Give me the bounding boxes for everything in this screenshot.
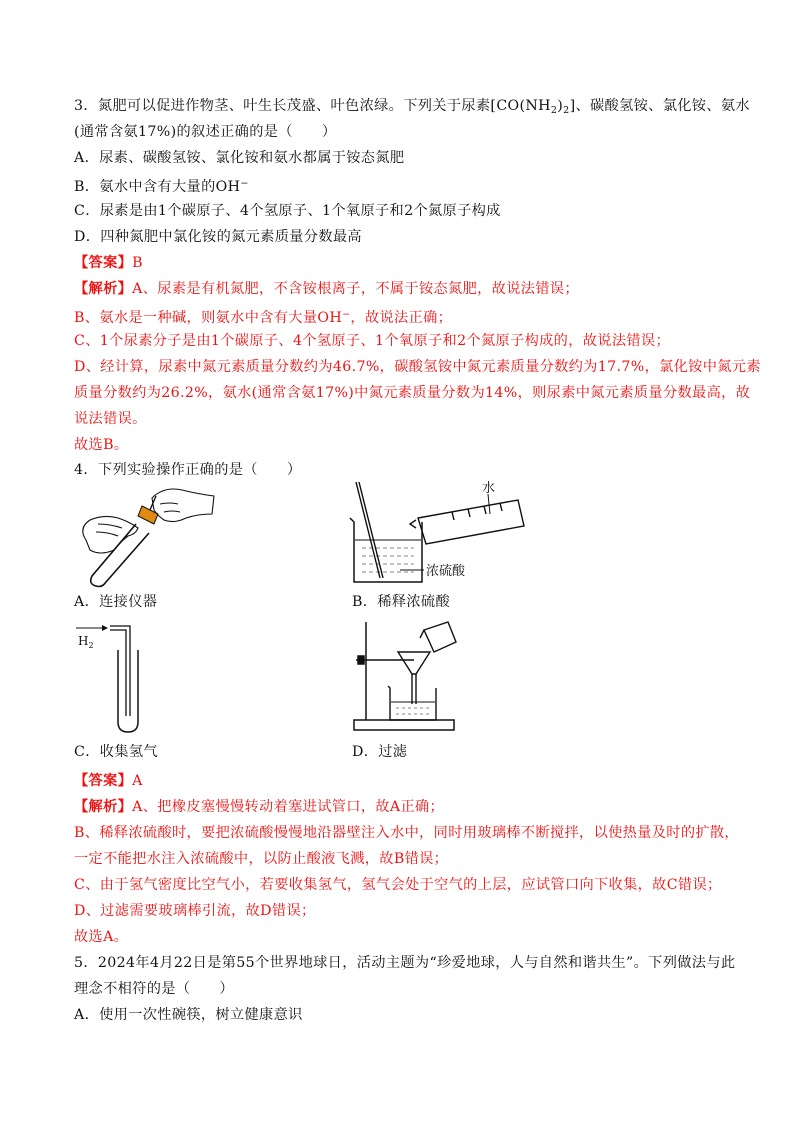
q3-option-b — [74, 174, 734, 197]
q4-answer — [74, 771, 734, 791]
arrow-right-icon — [76, 625, 108, 631]
q4-analysis-d: D、过滤需要玻璃棒引流，故D错误； — [74, 903, 316, 919]
q5-stem-line-1: 5．2024年4月22日是第55个世界地球日，活动主题为“珍爱地球，人与自然和谐共生”。下列做法与此 — [74, 955, 736, 971]
q3-option-c: C．尿素是由1个碳原子、4个氢原子、1个氧原子和2个氮原子构成 — [74, 203, 501, 219]
figure-b-caption: B．稀释浓硫酸 — [352, 594, 451, 610]
analysis-text: B、氨水是一种碱，则氨水中含有大量OH — [74, 310, 343, 326]
label-concentrated-acid: 浓硫酸 — [426, 564, 466, 579]
q3-analysis-d-1: D、经计算，尿素中氮元素质量分数约为46.7%，碳酸氢铵中氮元素质量分数约为17.7%，氯化铵中氮元素 — [74, 359, 761, 375]
q3-formula-subscript: 2 — [550, 105, 558, 116]
figure-a-caption: A．连接仪器 — [74, 594, 158, 610]
q4-analysis-a — [74, 797, 734, 817]
right-hand-icon — [152, 489, 214, 522]
q4-stem: 4．下列实验操作正确的是（ ） — [74, 462, 302, 478]
left-hand-icon — [83, 516, 138, 553]
figure-d-caption: D．过滤 — [352, 744, 408, 760]
analysis-label: 【解析】 — [74, 281, 133, 297]
figure-a-connect-instruments — [78, 484, 218, 588]
graduated-cylinder-icon — [410, 500, 524, 544]
label-h2: $H_2$ — [78, 634, 94, 650]
figure-c-collect-hydrogen — [74, 620, 154, 740]
q5-stem-line-2: 理念不相符的是（ ） — [74, 981, 234, 997]
q3-stem-text: 3．氮肥可以促进作物茎、叶生长茂盛、叶色浓绿。下列关于尿素[CO(NH — [74, 98, 551, 114]
test-tube-icon — [118, 650, 138, 732]
q3-analysis-d-2: 质量分数约为26.2%，氨水(通常含氨17%)中氮元素质量分数为14%，则尿素中氮元素质量分数最高，故 — [74, 385, 751, 401]
q3-analysis-a — [74, 279, 734, 299]
q3-stem-text: ]、碳酸氢铵、氯化铵、氨水 — [569, 98, 750, 114]
analysis-superscript: − — [342, 309, 351, 320]
rubber-stopper-icon — [138, 496, 158, 524]
delivery-tube-icon — [110, 626, 130, 716]
analysis-text: A、把橡皮塞慢慢转动着塞进试管口，故A正确； — [132, 799, 445, 815]
q3-analysis-b — [74, 305, 734, 328]
answer-label: 【答案】 — [74, 773, 133, 789]
q3-formula-subscript: 2 — [563, 105, 570, 116]
q3-conclusion: 故选B。 — [74, 437, 129, 453]
test-tube-icon — [91, 524, 149, 587]
answer-value: A — [132, 773, 143, 789]
q3-stem-text: ) — [557, 98, 564, 114]
q3-option-a: A．尿素、碳酸氢铵、氯化铵和氨水都属于铵态氮肥 — [74, 150, 405, 166]
label-water: 水 — [482, 481, 496, 496]
q3-answer — [74, 253, 734, 273]
q3-analysis-c: C、1个尿素分子是由1个碳原子、4个氢原子、1个氧原子和2个氮原子构成的，故说法错误； — [74, 333, 670, 349]
q4-analysis-b-2: 一定不能把水注入浓硫酸中，以防止酸液飞溅，故B错误； — [74, 851, 449, 867]
figure-d-filtration — [344, 616, 464, 734]
q3-option-d: D．四种氮肥中氯化铵的氮元素质量分数最高 — [74, 229, 362, 245]
answer-label: 【答案】 — [74, 255, 133, 271]
figure-c-caption: C．收集氢气 — [74, 744, 158, 760]
pouring-beaker-icon — [420, 622, 456, 652]
q3-analysis-d-3: 说法错误。 — [74, 411, 147, 427]
answer-value: B — [132, 255, 143, 271]
q4-analysis-b-1: B、稀释浓硫酸时，要把浓硫酸慢慢地沿器壁注入水中，同时用玻璃棒不断搅拌，以使热量及时的扩散， — [74, 825, 739, 841]
acid-liquid-icon — [355, 540, 421, 581]
figure-b-dilute-sulfuric-acid — [340, 478, 530, 588]
analysis-text: A、尿素是有机氮肥，不含铵根离子，不属于铵态氮肥，故说法错误； — [132, 281, 579, 297]
q4-conclusion: 故选A。 — [74, 929, 129, 945]
q3-option-b-text: B．氨水中含有大量的OH — [74, 179, 241, 195]
q3-stem-line-1 — [74, 96, 750, 121]
analysis-text: ，故说法正确； — [350, 310, 453, 326]
q5-option-a: A．使用一次性碗筷，树立健康意识 — [74, 1007, 303, 1023]
q4-analysis-c: C、由于氢气密度比空气小，若要收集氢气，氢气会处于空气的上层，应试管口向下收集，故C错误； — [74, 877, 722, 893]
q3-option-b-superscript: − — [240, 178, 249, 189]
q3-stem-line-2: (通常含氨17%)的叙述正确的是（ ） — [74, 124, 337, 140]
analysis-label: 【解析】 — [74, 799, 133, 815]
